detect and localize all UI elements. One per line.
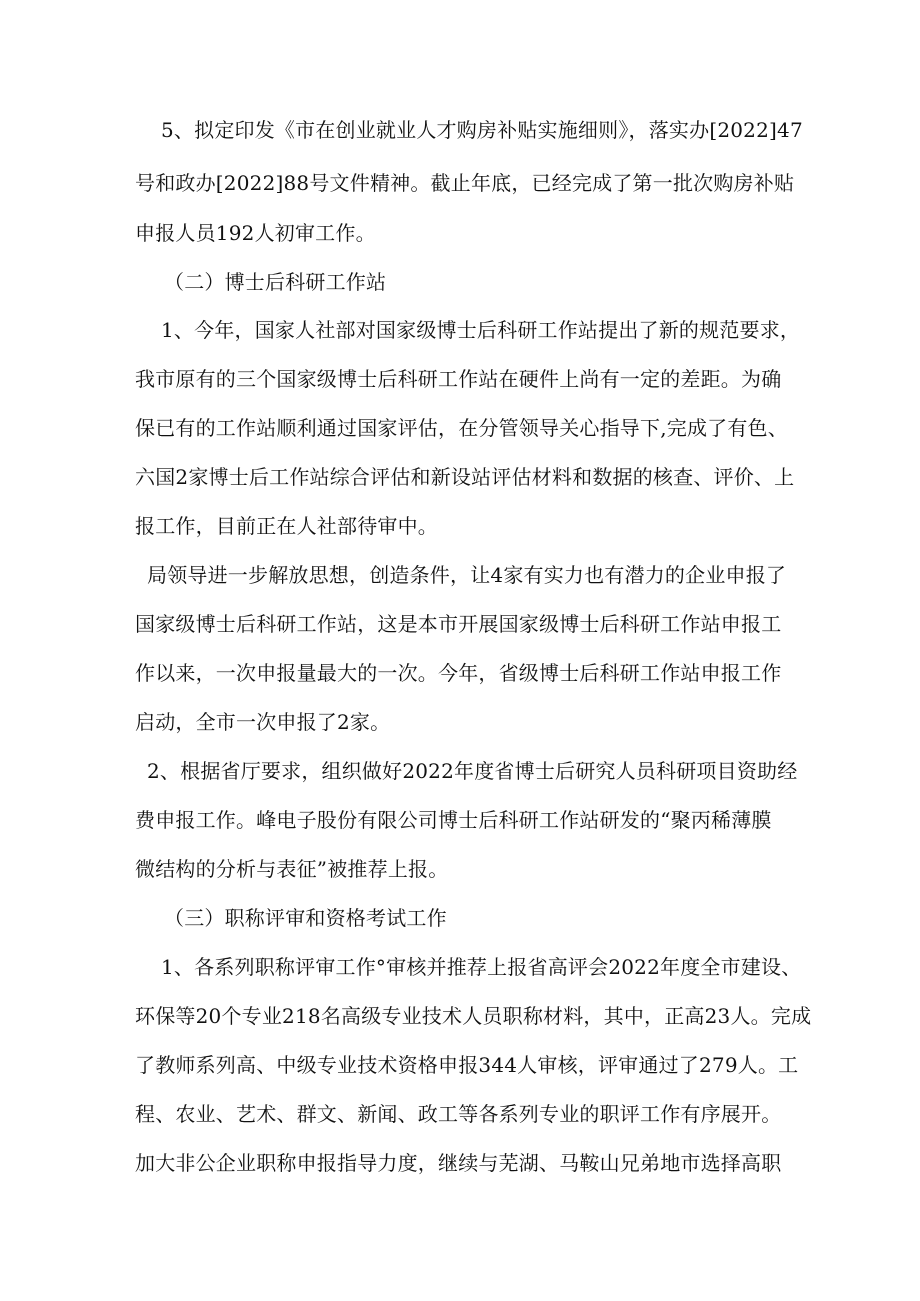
paragraph-1-line-2: 号和政办[2022]88号文件精神。截止年底，已经完成了第一批次购房补贴	[135, 171, 795, 195]
paragraph-4-line-3: 微结构的分析与表征”被推荐上报。	[135, 857, 449, 881]
paragraph-5-line-5: 加大非公企业职称申报指导力度，继续与芜湖、马鞍山兄弟地市选择高职	[135, 1151, 782, 1175]
paragraph-5-line-4: 程、农业、艺术、群文、新闻、政工等各系列专业的职评工作有序展开。	[135, 1102, 782, 1126]
paragraph-2-line-4: 六国2家博士后工作站综合评估和新设站评估材料和数据的核查、评价、上	[135, 465, 795, 489]
paragraph-5-line-2: 环保等20个专业218名高级专业技术人员职称材料，其中，正高23人。完成	[135, 1004, 812, 1028]
paragraph-3-line-3: 作以来，一次申报量最大的一次。今年，省级博士后科研工作站申报工作	[135, 661, 782, 685]
paragraph-2-line-5: 报工作，目前正在人社部待审中。	[135, 514, 438, 538]
paragraph-5-line-1: 1、各系列职称评审工作°审核并推荐上报省高评会2022年度全市建设、	[161, 955, 802, 979]
paragraph-1-line-1: 5、拟定印发《市在创业就业人才购房补贴实施细则》，落实办[2022]47	[161, 118, 803, 142]
paragraph-2-line-3: 保已有的工作站顺利通过国家评估，在分管领导关心指导下,完成了有色、	[135, 416, 788, 440]
paragraph-2-line-1: 1、今年，国家人社部对国家级博士后科研工作站提出了新的规范要求，	[161, 318, 801, 342]
paragraph-3-line-4: 启动，全市一次申报了2家。	[135, 710, 391, 734]
section-heading-2: （二）博士后科研工作站	[164, 270, 387, 294]
paragraph-4-line-1: 2、根据省厅要求，组织做好2022年度省博士后研究人员科研项目资助经	[147, 759, 798, 783]
paragraph-1-line-3: 申报人员192人初审工作。	[135, 221, 376, 245]
paragraph-3-line-2: 国家级博士后科研工作站，这是本市开展国家级博士后科研工作站申报工	[135, 612, 782, 636]
paragraph-5-line-3: 了教师系列高、中级专业技术资格申报344人审核，评审通过了279人。工	[135, 1053, 799, 1077]
paragraph-3-line-1: 局领导进一步解放思想，创造条件，让4家有实力也有潜力的企业申报了	[147, 563, 787, 587]
paragraph-4-line-2: 费申报工作。峰电子股份有限公司博士后科研工作站研发的“聚丙稀薄膜	[135, 808, 772, 832]
section-heading-3: （三）职称评审和资格考试工作	[164, 906, 447, 930]
paragraph-2-line-2: 我市原有的三个国家级博士后科研工作站在硬件上尚有一定的差距。为确	[135, 367, 782, 391]
